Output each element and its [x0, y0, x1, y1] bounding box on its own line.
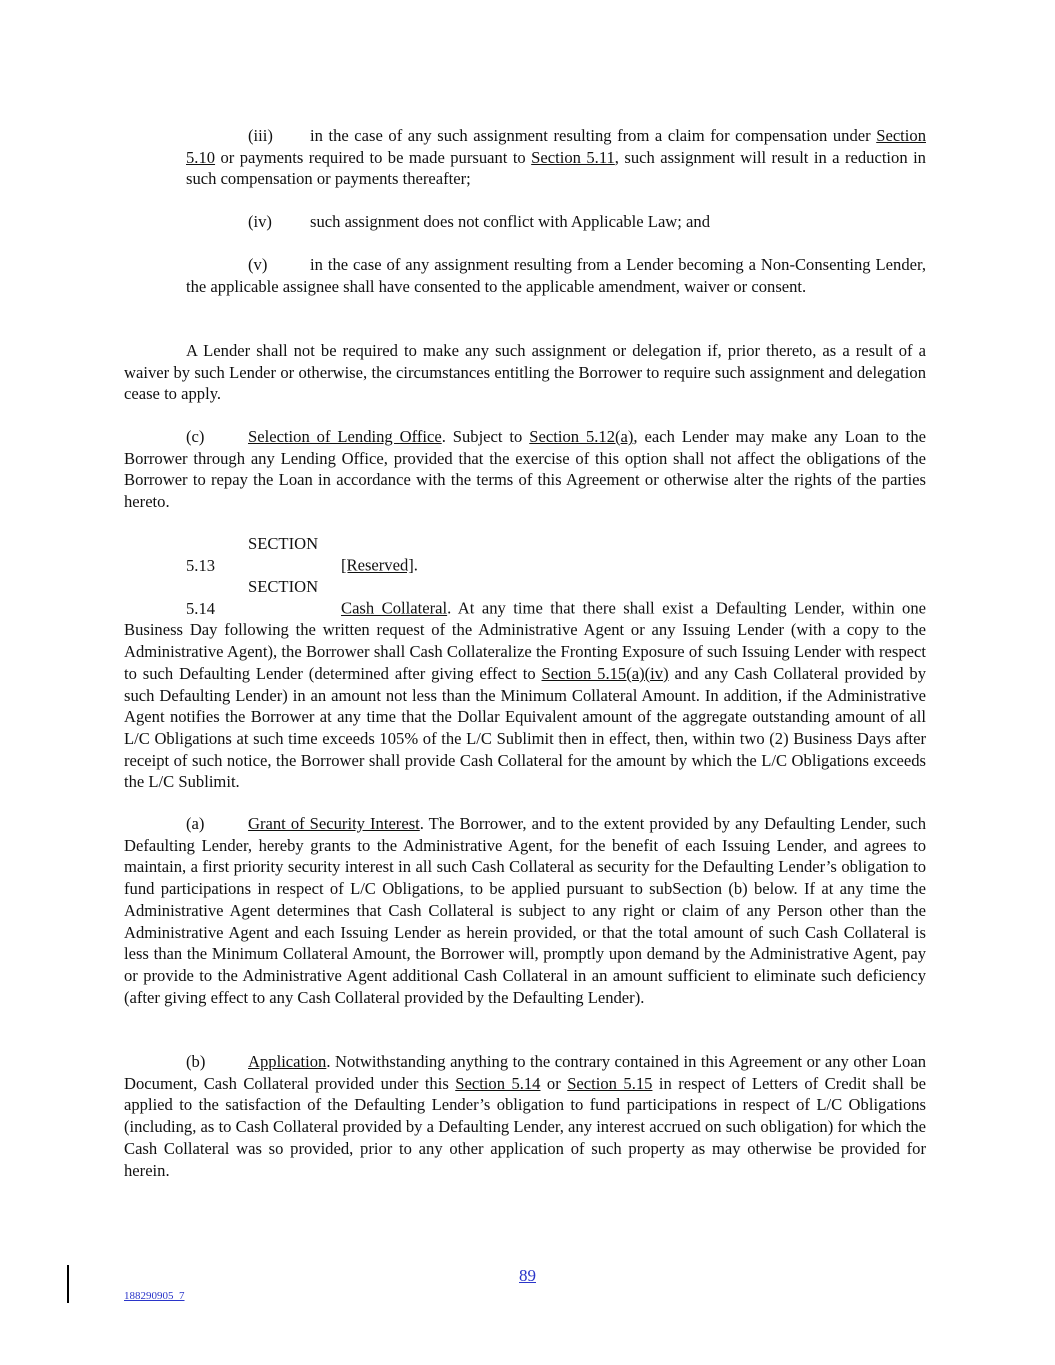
- clause-number: (iv): [248, 212, 272, 231]
- section-number: SECTION 5.14: [186, 577, 319, 618]
- clause-a-grant-of-security-interest: (a) Grant of Security Interest. The Borrower, and to the extent provided by any Defaulting Lender, such Defaulting Lender, hereby grants to the Administrative Agent, for the benefit of each Issuing Lender, and agrees to maintain, a first priority security interest in all such Cash Collateral as security for the Defaulting Lender’s obligation to fund participations in respect of L/C Obligations, to be applied pursuant to subSection (b) below. If at any time the Administrative Agent determines that Cash Collateral is subject to any right or claim of any Person other than the Administrative Agent and each Issuing Lender as herein provided, or that the total amount of such Cash Collateral is less than the Minimum Collateral Amount, the Borrower will, promptly upon demand by the Administrative Agent, pay or provide to the Administrative Agent additional Cash Collateral in an amount sufficient to eliminate such deficiency (after giving effect to any Cash Collateral provided by the Defaulting Lender).: [124, 814, 926, 1007]
- section-reference-link: Section 5.11: [531, 147, 615, 167]
- section-5-14-cash-collateral: SECTION 5.14 Cash Collateral. At any time that there shall exist a Defaulting Lender, within one Business Day following the written request of the Administrative Agent or any Issuing Lender (with a copy to the Administrative Agent), the Borrower shall Cash Collateralize the Fronting Exposure of such Issuing Lender with respect to such Defaulting Lender (determined after giving effect to Section 5.15(a)(iv) and any Cash Collateral provided by such Defaulting Lender) in an amount not less than the Minimum Collateral Amount. In addition, if the Administrative Agent notifies the Borrower at any time that the Dollar Equivalent amount of the aggregate outstanding amount of all L/C Obligations at such time exceeds 105% of the L/C Sublimit then in effect, then, within two (2) Business Days after receipt of such notice, the Borrower shall provide Cash Collateral for the amount by which the L/C Obligations exceeds the L/C Sublimit.: [124, 577, 927, 792]
- section-number: SECTION 5.13: [186, 534, 319, 575]
- section-reference-link: Section 5.10: [186, 126, 926, 167]
- section-reference-link: Section 5.14: [455, 1073, 541, 1093]
- clause-iv: (iv) such assignment does not conflict with Applicable Law; and: [248, 212, 711, 231]
- clause-c-selection-of-lending-office: (c) Selection of Lending Office. Subject to Section 5.12(a), each Lender may make any Loan to the Borrower through any Lending Office, provided that the exercise of this option shall not affect the obligations of the Borrower to repay the Loan in accordance with the terms of this Agreement or otherwise alter the rights of the parties hereto.: [124, 427, 926, 512]
- section-heading: Cash Collateral: [341, 598, 448, 618]
- section-reference-link: Section 5.15: [567, 1073, 653, 1093]
- clause-heading: Application: [248, 1052, 327, 1071]
- paragraph-lender-not-required: A Lender shall not be required to make any such assignment or delegation if, prior thereto, as a result of a waiver by such Lender or otherwise, the circumstances entitling the Borrower to require such assignment and delegation cease to apply.: [124, 341, 926, 404]
- section-5-13: SECTION 5.13 [Reserved].: [186, 534, 418, 575]
- clause-heading: Grant of Security Interest: [248, 814, 420, 833]
- document-id: 188290905_7: [124, 1290, 185, 1302]
- clause-number: (v): [248, 255, 268, 274]
- clause-heading: Selection of Lending Office: [248, 427, 442, 446]
- section-reference-link: Section 5.15(a)(iv): [541, 663, 669, 683]
- page-number: 89: [519, 1266, 536, 1285]
- clause-iii: (iii) in the case of any such assignment resulting from a claim for compensation under Section 5.10 or payments required to be made pursuant to Section 5.11, such assignment will result in a reduction in such compensation or payments thereafter;: [186, 126, 926, 189]
- clause-b-application: (b) Application. Notwithstanding anything to the contrary contained in this Agreement or any other Loan Document, Cash Collateral provided under this Section 5.14 or Section 5.15 in respect of Letters of Credit shall be applied to the satisfaction of the Defaulting Lender’s obligation to fund participations in respect of L/C Obligations (including, as to Cash Collateral provided by a Defaulting Lender, any interest accrued on such obligation) for which the Cash Collateral was so provided, prior to any other application of such property as may otherwise be provided for herein.: [124, 1052, 926, 1180]
- section-reference-link: Section 5.12(a): [529, 427, 634, 446]
- section-heading: [Reserved]: [341, 555, 414, 575]
- clause-v: (v) in the case of any assignment resulting from a Lender becoming a Non-Consenting Lender, the applicable assignee shall have consented to the applicable amendment, waiver or consent.: [186, 255, 926, 296]
- clause-number: (iii): [248, 126, 273, 145]
- clause-number: (c): [186, 427, 205, 446]
- clause-number: (b): [186, 1052, 206, 1071]
- clause-number: (a): [186, 814, 205, 833]
